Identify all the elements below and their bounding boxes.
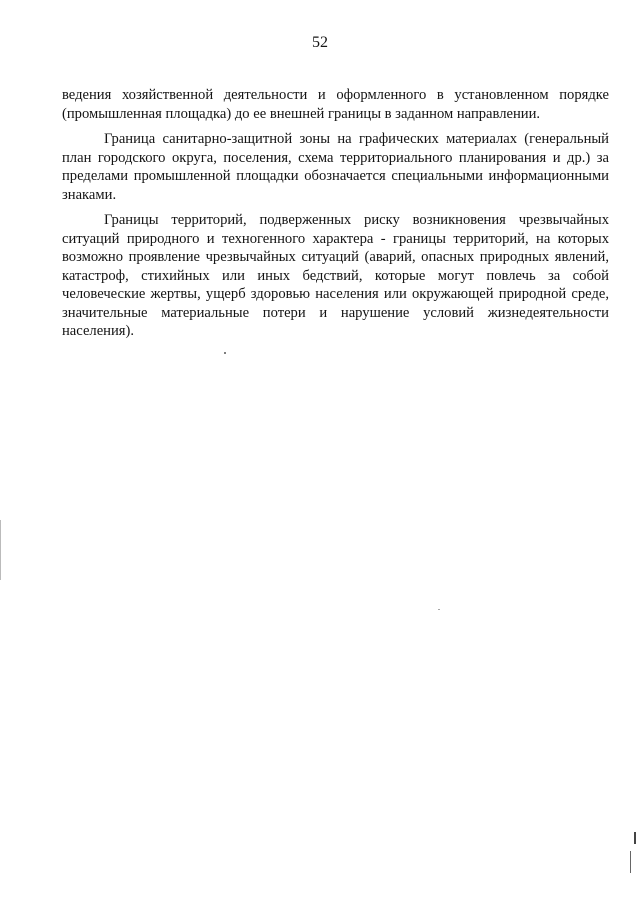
paragraph-continuation: ведения хозяйственной деятельности и оформленного в установленном порядке (промышленная площадка) до ее внешней границы в заданном направлении.	[62, 87, 609, 122]
scan-edge-mark	[0, 520, 1, 580]
paragraph-sanitary-zone: Граница санитарно-защитной зоны на графических материалах (генеральный план городского округа, поселения, схема территориального планирования и др.) за пределами промышленной площадки обозначается специальными информационными знаками.	[62, 131, 609, 203]
scan-edge-mark	[634, 832, 636, 844]
scan-speck	[438, 609, 440, 610]
document-body	[62, 86, 609, 348]
page-number: 52	[312, 34, 328, 51]
paragraph-emergency-risk: Границы территорий, подверженных риску возникновения чрезвычайных ситуаций природного и техногенного характера - границы территорий, на которых возможно проявление чрезвычайных ситуаций (аварий, опасных природных явлений, катастроф, стихийных или иных бедствий, которые могут повлечь за собой человеческие жертвы, ущерб здоровью населения или окружающей природной среде, значительные материальные потери и нарушение условий жизнедеятельности населения).	[62, 212, 609, 339]
scan-edge-mark	[630, 851, 631, 873]
scan-speck	[224, 352, 226, 354]
